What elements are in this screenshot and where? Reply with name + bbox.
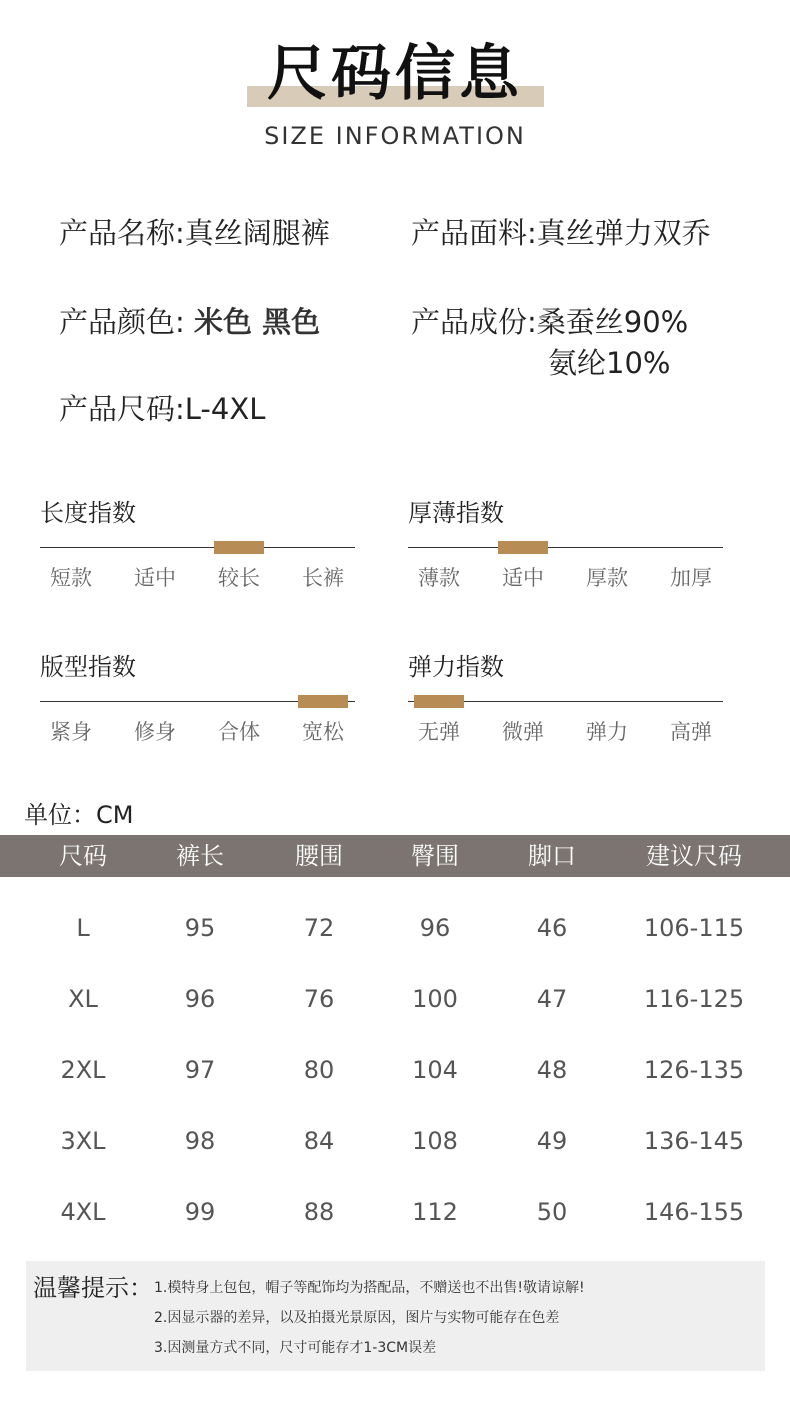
- index-level-marker: [214, 541, 264, 554]
- note-item: 2.因显示器的差异，以及拍摄光景原因，图片与实物可能存在色差: [154, 1310, 560, 1326]
- table-cell: 97: [184, 1056, 216, 1084]
- index-label: 宽松: [302, 720, 344, 744]
- table-cell: 126-135: [643, 1056, 745, 1084]
- table-cell: 95: [184, 914, 216, 942]
- index-label: 弹力: [586, 720, 628, 744]
- index-scale-line: [408, 547, 723, 548]
- index-label: 长裤: [302, 566, 344, 590]
- table-cell: 48: [536, 1056, 568, 1084]
- table-header-cell: 裤长: [176, 842, 224, 870]
- index-label: 较长: [218, 566, 260, 590]
- note-item: 3.因测量方式不同，尺寸可能存才1-3CM误差: [154, 1340, 437, 1356]
- table-cell: 100: [412, 985, 458, 1013]
- index-title: 厚薄指数: [408, 499, 504, 527]
- table-cell: 49: [536, 1127, 568, 1155]
- index-level-marker: [298, 695, 348, 708]
- index-label: 短款: [50, 566, 92, 590]
- index-label: 高弹: [670, 720, 712, 744]
- table-header-cell: 尺码: [59, 842, 107, 870]
- index-title: 长度指数: [40, 499, 136, 527]
- table-cell: 2XL: [60, 1056, 106, 1084]
- table-header-cell: 脚口: [528, 842, 576, 870]
- index-label: 无弹: [418, 720, 460, 744]
- product-color: [59, 302, 320, 342]
- product-size: 产品尺码:L-4XL: [59, 392, 266, 426]
- page-subtitle: SIZE INFORMATION: [264, 122, 526, 150]
- table-cell: 47: [536, 985, 568, 1013]
- table-cell: 108: [412, 1127, 458, 1155]
- product-color-label: 产品颜色:: [59, 305, 194, 339]
- product-composition-line1: 产品成份:桑蚕丝90%: [411, 305, 689, 339]
- table-cell: 96: [184, 985, 216, 1013]
- table-cell: 84: [303, 1127, 335, 1155]
- table-cell: L: [76, 914, 90, 942]
- index-label: 修身: [134, 720, 176, 744]
- table-cell: 104: [412, 1056, 458, 1084]
- index-label: 微弹: [502, 720, 544, 744]
- index-label: 厚款: [586, 566, 628, 590]
- note-item: 1.模特身上包包，帽子等配饰均为搭配品，不赠送也不出售!敬请谅解!: [154, 1280, 585, 1296]
- index-scale-line: [40, 547, 355, 548]
- index-level-marker: [414, 695, 464, 708]
- table-cell: 76: [303, 985, 335, 1013]
- table-cell: 106-115: [643, 914, 745, 942]
- table-cell: 116-125: [643, 985, 745, 1013]
- table-cell: 3XL: [60, 1127, 106, 1155]
- table-cell: 136-145: [643, 1127, 745, 1155]
- table-cell: 50: [536, 1198, 568, 1226]
- index-label: 紧身: [50, 720, 92, 744]
- notes-title: 温馨提示：: [33, 1274, 153, 1302]
- unit-label: 单位：CM: [24, 801, 134, 829]
- index-label: 适中: [502, 566, 544, 590]
- table-cell: 98: [184, 1127, 216, 1155]
- index-label: 加厚: [670, 566, 712, 590]
- table-header-cell: 臀围: [411, 842, 459, 870]
- product-composition-line2: 氨纶10%: [548, 346, 671, 380]
- table-cell: 46: [536, 914, 568, 942]
- product-fabric: 产品面料:真丝弹力双乔: [411, 216, 711, 250]
- table-cell: 99: [184, 1198, 216, 1226]
- index-label: 合体: [218, 720, 260, 744]
- table-cell: 88: [303, 1198, 335, 1226]
- page-title: 尺码信息: [267, 39, 523, 109]
- table-cell: XL: [68, 985, 98, 1013]
- index-level-marker: [498, 541, 548, 554]
- table-cell: 80: [303, 1056, 335, 1084]
- table-cell: 146-155: [643, 1198, 745, 1226]
- table-cell: 96: [419, 914, 451, 942]
- table-cell: 112: [412, 1198, 458, 1226]
- table-header-cell: 建议尺码: [646, 842, 742, 870]
- index-title: 弹力指数: [408, 653, 504, 681]
- table-cell: 4XL: [60, 1198, 106, 1226]
- table-cell: 72: [303, 914, 335, 942]
- table-header-cell: 腰围: [295, 842, 343, 870]
- product-name: 产品名称:真丝阔腿裤: [59, 216, 330, 250]
- index-label: 薄款: [418, 566, 460, 590]
- product-color-value: 米色 黑色: [194, 305, 321, 339]
- index-label: 适中: [134, 566, 176, 590]
- index-title: 版型指数: [40, 653, 136, 681]
